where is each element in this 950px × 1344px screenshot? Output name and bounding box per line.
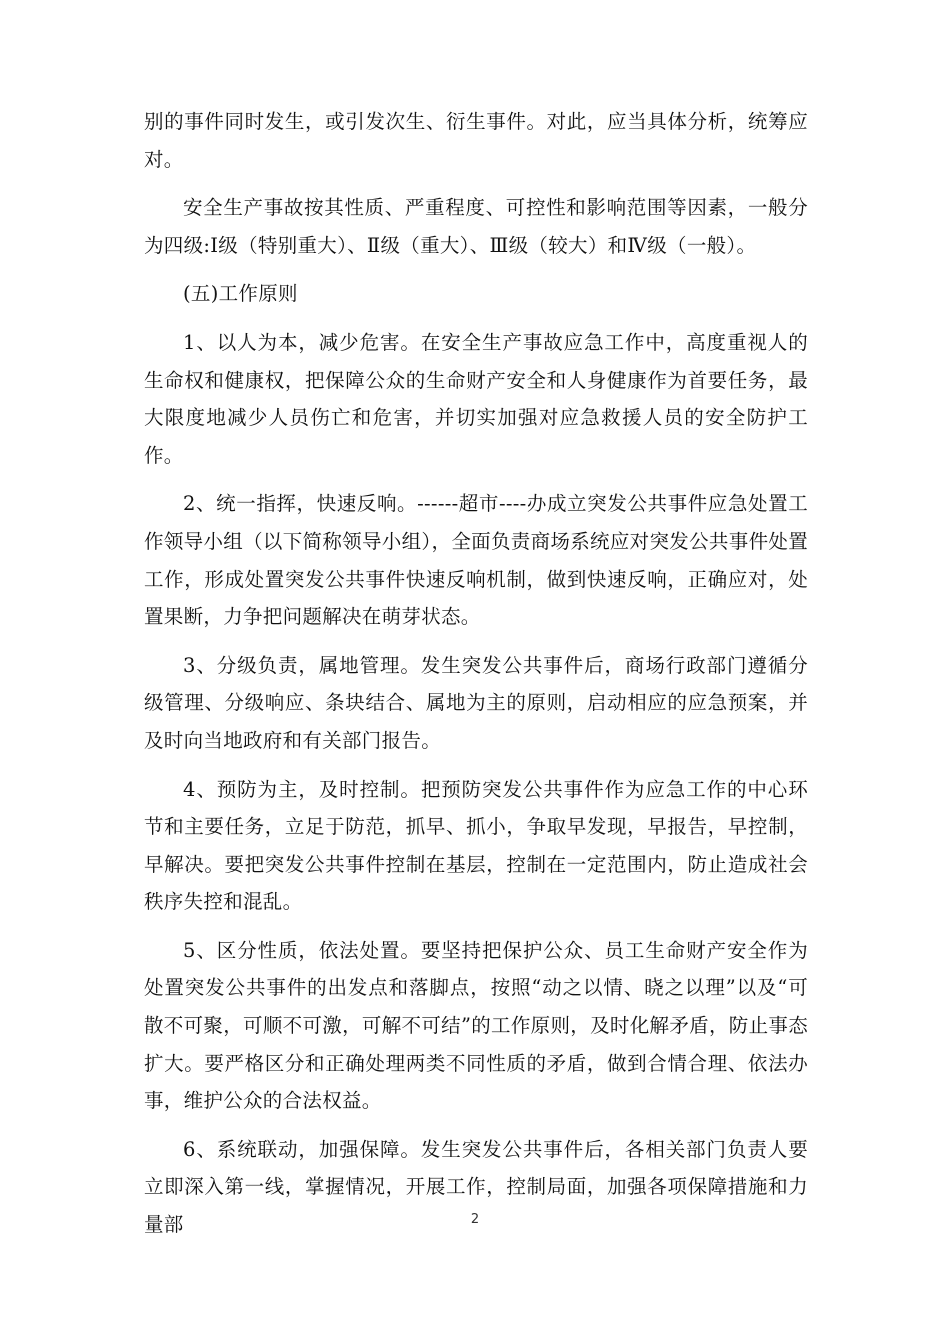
paragraph-accident-levels: 安全生产事故按其性质、严重程度、可控性和影响范围等因素，一般分为四级:Ⅰ级（特别重大）、Ⅱ级（重大）、Ⅲ级（较大）和Ⅳ级（一般）。 <box>144 196 808 257</box>
section-heading-work-principles: (五)工作原则 <box>183 282 298 306</box>
paragraph-principle-5: 5、区分性质，依法处置。要坚持把保护公众、员工生命财产安全作为处置突发公共事件的出发点和落脚点，按照“动之以情、晓之以理”以及“可散不可聚，可顺不可激，可解不可结”的工作原则，及时化解矛盾，防止事态扩大。要严格区分和正确处理两类不同性质的矛盾，做到合情合理、依法办事，维护公众的合法权益。 <box>144 938 808 1113</box>
page-number: 2 <box>470 1212 480 1227</box>
paragraph-continuation: 别的事件同时发生，或引发次生、衍生事件。对此，应当具体分析，统筹应对。 <box>144 110 808 171</box>
paragraph-principle-6: 6、系统联动，加强保障。发生突发公共事件后，各相关部门负责人要立即深入第一线，掌握情况，开展工作，控制局面，加强各项保障措施和力量部 <box>144 1137 808 1237</box>
paragraph-principle-2: 2、统一指挥，快速反响。------超市----办成立突发公共事件应急处置工作领导小组（以下简称领导小组），全面负责商场系统应对突发公共事件处置工作，形成处置突发公共事件快速反响机制，做到快速反响，正确应对，处置果断，力争把问题解决在萌芽状态。 <box>144 492 808 629</box>
document-body <box>144 103 808 1255</box>
paragraph-principle-1: 1、以人为本，减少危害。在安全生产事故应急工作中，高度重视人的生命权和健康权，把保障公众的生命财产安全和人身健康作为首要任务，最大限度地减少人员伤亡和危害，并切实加强对应急救援人员的安全防护工作。 <box>144 330 808 467</box>
paragraph-principle-3: 3、分级负责，属地管理。发生突发公共事件后，商场行政部门遵循分级管理、分级响应、条块结合、属地为主的原则，启动相应的应急预案，并及时向当地政府和有关部门报告。 <box>144 653 808 752</box>
paragraph-principle-4: 4、预防为主，及时控制。把预防突发公共事件作为应急工作的中心环节和主要任务，立足于防范，抓早、抓小，争取早发现，早报告，早控制，早解决。要把突发公共事件控制在基层，控制在一定范围内，防止造成社会秩序失控和混乱。 <box>144 777 808 914</box>
